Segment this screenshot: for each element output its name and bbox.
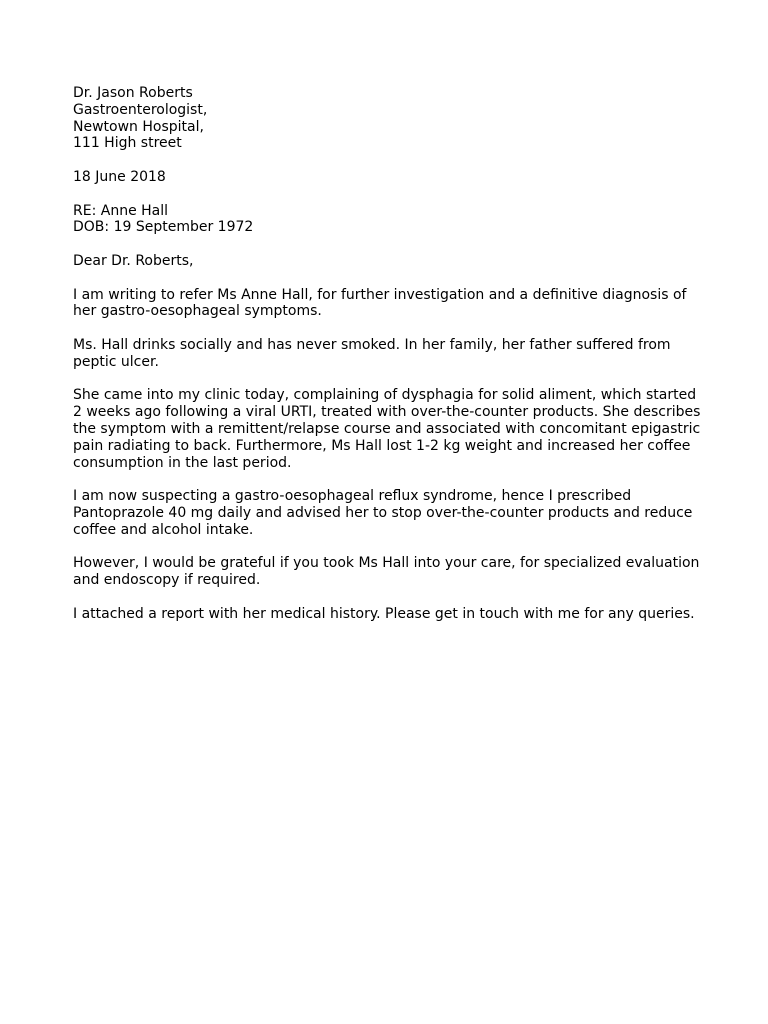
recipient-title: Gastroenterologist,	[73, 101, 208, 118]
paragraph-presenting-complaint: She came into my clinic today, complaining of dysphagia for solid aliment, which started 2 weeks ago following a viral URTI, treated with over-the-counter products. She describes the symptom with a remittent/relapse course and associated with concomitant epigastric pain radiating to back. Furthermore, Ms Hall lost 1-2 kg weight and increased her coffee consumption in the last period.	[73, 387, 701, 471]
paragraph-treatment: I am now suspecting a gastro-oesophageal reflux syndrome, hence I prescribed Pantoprazole 40 mg daily and advised her to stop over-the-counter products and reduce coffee and alcohol intake.	[73, 488, 693, 538]
paragraph-request: However, I would be grateful if you took Ms Hall into your care, for specialized evaluation and endoscopy if required.	[73, 555, 700, 589]
recipient-name: Dr. Jason Roberts	[73, 85, 193, 101]
paragraph-closing: I attached a report with her medical history. Please get in touch with me for any queries.	[73, 605, 695, 622]
letter-date: 18 June 2018	[73, 168, 166, 185]
dob-line: DOB: 19 September 1972	[73, 219, 254, 236]
recipient-address: 111 High street	[73, 135, 182, 152]
salutation-block	[73, 253, 703, 270]
recipient-hospital: Newtown Hospital,	[73, 118, 204, 135]
paragraph-social-history: Ms. Hall drinks socially and has never smoked. In her family, her father suffered from peptic ulcer.	[73, 336, 671, 370]
letter-body	[73, 85, 703, 639]
re-line: RE: Anne Hall	[73, 202, 169, 219]
salutation: Dear Dr. Roberts,	[73, 252, 194, 269]
paragraph-referral-purpose: I am writing to refer Ms Anne Hall, for further investigation and a definitive diagnosis of her gastro-oesophageal symptoms.	[73, 286, 687, 320]
recipient-address-block	[73, 85, 703, 152]
regarding-block	[73, 203, 703, 237]
date-block	[73, 169, 703, 186]
